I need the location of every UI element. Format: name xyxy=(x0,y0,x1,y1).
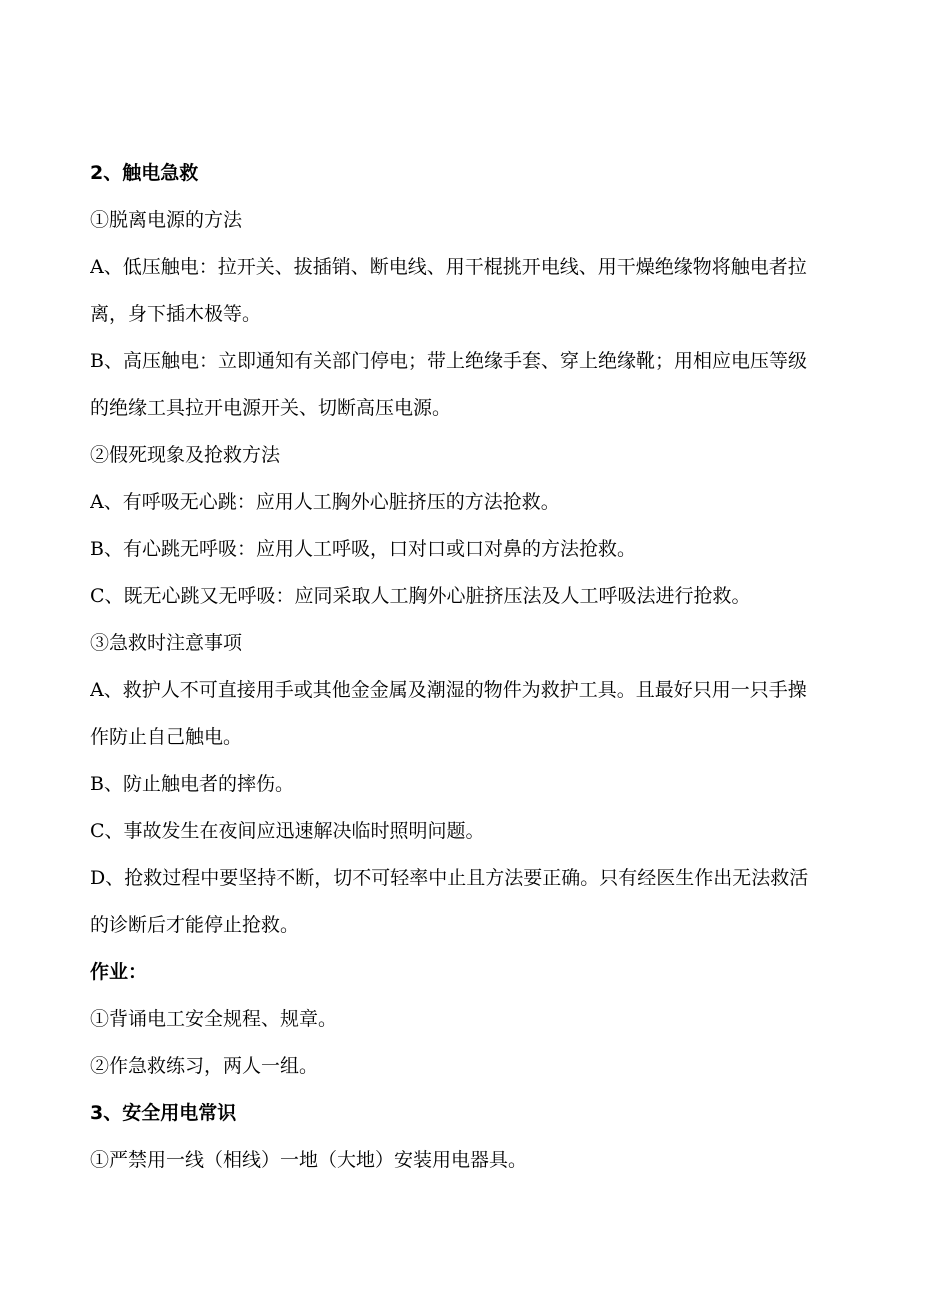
subheading-apparent-death: ②假死现象及抢救方法 xyxy=(90,444,281,466)
section-heading-homework: 作业： xyxy=(90,961,148,983)
paragraph-line: B、有心跳无呼吸：应用人工呼吸，口对口或口对鼻的方法抢救。 xyxy=(90,538,636,560)
document-page xyxy=(90,150,882,1184)
paragraph-line: A、有呼吸无心跳：应用人工胸外心脏挤压的方法抢救。 xyxy=(90,491,560,513)
paragraph-line: 的诊断后才能停止抢救。 xyxy=(90,914,300,936)
paragraph-line: C、既无心跳又无呼吸：应同采取人工胸外心脏挤压法及人工呼吸法进行抢救。 xyxy=(90,585,751,607)
paragraph-line: B、高压触电：立即通知有关部门停电；带上绝缘手套、穿上绝缘靴；用相应电压等级 xyxy=(90,350,807,372)
subheading-power-separation: ①脱离电源的方法 xyxy=(90,209,243,231)
paragraph-line: 离，身下插木极等。 xyxy=(90,303,262,325)
subheading-precautions: ③急救时注意事项 xyxy=(90,632,243,654)
paragraph-line: B、防止触电者的摔伤。 xyxy=(90,773,294,795)
paragraph-line: C、事故发生在夜间应迅速解决临时照明问题。 xyxy=(90,820,485,842)
paragraph-line: ②作急救练习，两人一组。 xyxy=(90,1055,319,1077)
section-heading-electric-shock-first-aid: 2、触电急救 xyxy=(90,162,199,184)
paragraph-line: A、低压触电：拉开关、拔插销、断电线、用干棍挑开电线、用干燥绝缘物将触电者拉 xyxy=(90,256,807,278)
section-heading-electrical-safety: 3、安全用电常识 xyxy=(90,1102,237,1124)
paragraph-line: A、救护人不可直接用手或其他金金属及潮湿的物件为救护工具。且最好只用一只手操 xyxy=(90,679,807,701)
paragraph-line: 作防止自己触电。 xyxy=(90,726,243,748)
paragraph-line: ①背诵电工安全规程、规章。 xyxy=(90,1008,338,1030)
paragraph-line: D、抢救过程中要坚持不断，切不可轻率中止且方法要正确。只有经医生作出无法救活 xyxy=(90,867,809,889)
paragraph-line: 的绝缘工具拉开电源开关、切断高压电源。 xyxy=(90,397,452,419)
paragraph-line: ①严禁用一线（相线）一地（大地）安装用电器具。 xyxy=(90,1149,528,1171)
